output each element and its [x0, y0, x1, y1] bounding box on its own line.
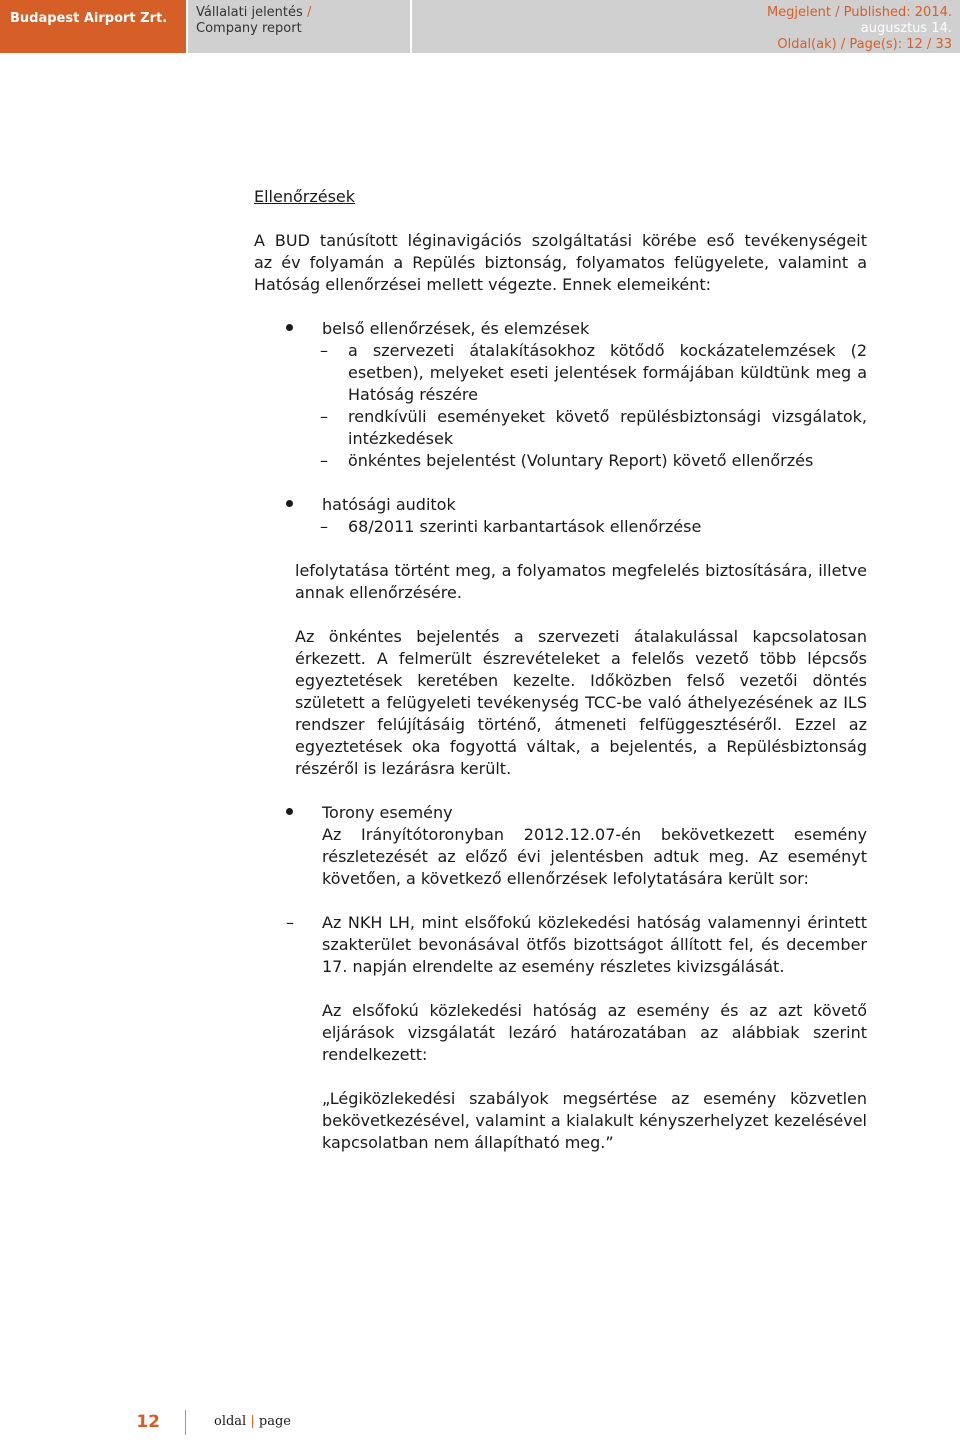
published-hu: Megjelent: [766, 5, 831, 20]
sub-item: – a szervezeti átalakításokhoz kötődő kockázatelemzések (2 esetben), melyeket eseti jelentések formájában küldtünk meg a Hatóság részére: [320, 341, 867, 404]
sub-item-text: 68/2011 szerinti karbantartások ellenőrzése: [348, 517, 702, 536]
published-date: augusztus 14.: [860, 21, 952, 36]
bullet-icon: [286, 500, 293, 507]
bullet-icon: [286, 808, 293, 815]
bullet-authority-audits: [254, 494, 867, 516]
publication-info: Megjelent / Published: 2014. augusztus 14. Oldal(ak) / Page(s): 12 / 33: [412, 0, 960, 53]
quote-decision: „Légiközlekedési szabályok megsértése az esemény közvetlen bekövetkezésével, valamint a kialakult kényszerhelyzet kezelésével kapcsolatban nem állapítható meg.”: [322, 1089, 867, 1152]
sub-item-text: a szervezeti átalakításokhoz kötődő kockázatelemzések (2 esetben), melyeket eseti jelentések formájában küldtünk meg a Hatóság részére: [348, 341, 867, 404]
sub-item: – önkéntes bejelentést (Voluntary Report) követő ellenőrzés: [320, 451, 814, 470]
company-name: Budapest Airport Zrt.: [0, 0, 186, 53]
pages-en: Page(s): 12 / 33: [849, 37, 952, 52]
intro-line-3: Hatóság ellenőrzései mellett végezte. Ennek elemeiként:: [254, 275, 712, 294]
published-en: Published: 2014.: [843, 5, 952, 20]
page-header: [0, 0, 960, 53]
dash-item-text: Az NKH LH, mint elsőfokú közlekedési hatóság valamennyi érintett szakterület bevonásával ötfős bizottságot állított fel, és december 17. napján elrendelte az esemény részletes kivizsgálását.: [322, 913, 867, 976]
section-title: Ellenőrzések: [254, 187, 356, 206]
sub-item-text: önkéntes bejelentést (Voluntary Report) követő ellenőrzés: [348, 451, 814, 470]
sub-item: – 68/2011 szerinti karbantartások ellenőrzése: [320, 517, 702, 536]
sub-item-text: rendkívüli eseményeket követő repülésbiztonsági vizsgálatok, intézkedések: [348, 407, 867, 448]
doc-type-slash: /: [306, 5, 312, 20]
page-label: [214, 1414, 291, 1429]
intro-line-1: A BUD tanúsított léginavigációs szolgáltatási körébe eső tevékenységeit: [254, 231, 867, 250]
page-footer: [0, 1400, 960, 1440]
bullet-icon: [286, 324, 293, 331]
pages-hu: Oldal(ak): [777, 37, 837, 52]
intro-line-2: az év folyamán a Repülés biztonság, folyamatos felügyelete, valamint a: [254, 253, 867, 272]
page-content: [254, 186, 867, 1154]
document-type: [188, 0, 410, 53]
footer-divider: [185, 1410, 186, 1435]
dash-item-nkh: – Az NKH LH, mint elsőfokú közlekedési hatóság valamennyi érintett szakterület bevonásával ötfős bizottságot állított fel, és december 17. napján elrendelte az esemény részletes kivizsgálását.: [286, 913, 867, 976]
sub-item: – rendkívüli eseményeket követő repülésbiztonsági vizsgálatok, intézkedések: [320, 407, 867, 448]
tower-event-text: Az Irányítótoronyban 2012.12.07-én bekövetkezett esemény részletezését az előző évi jelentésben adtuk meg. Az eseményt követően, a következő ellenőrzések lefolytatására került sor:: [322, 825, 867, 888]
doc-type-hu: Vállalati jelentés: [196, 5, 303, 20]
bullet-internal-checks: [254, 318, 867, 340]
paragraph-authority-decision: Az elsőfokú közlekedési hatóság az esemény és az azt követő eljárások vizsgálatát lezáró határozatában az alábbiak szerint rendelkezett:: [322, 1001, 867, 1064]
page-label-en: page: [258, 1414, 291, 1429]
bullet-label: hatósági auditok: [322, 495, 456, 514]
doc-type-en: Company report: [196, 21, 302, 36]
paragraph-conduct: lefolytatása történt meg, a folyamatos megfelelés biztosítására, illetve annak ellenőrzésére.: [295, 561, 867, 602]
page-label-hu: oldal: [214, 1414, 247, 1429]
bullet-label: belső ellenőrzések, és elemzések: [322, 319, 590, 338]
page-label-pipe: |: [250, 1414, 255, 1429]
bullet-label: Torony esemény: [322, 803, 453, 822]
page-number: 12: [136, 1412, 160, 1432]
paragraph-voluntary-report: Az önkéntes bejelentés a szervezeti átalakulással kapcsolatosan érkezett. A felmerült észrevételeket a felelős vezető több lépcsős egyeztetések keretében kezelte. Időközben felső vezetői döntés született a felügyeleti tevékenység TCC-be való áthelyezésének az ILS rendszer felújításáig történő, átmeneti felfüggesztéséről. Ezzel az egyeztetések oka fogyottá váltak, a bejelentés, a Repülésbiztonság részéről is lezárásra került.: [295, 627, 867, 778]
bullet-tower-event: [254, 802, 867, 824]
